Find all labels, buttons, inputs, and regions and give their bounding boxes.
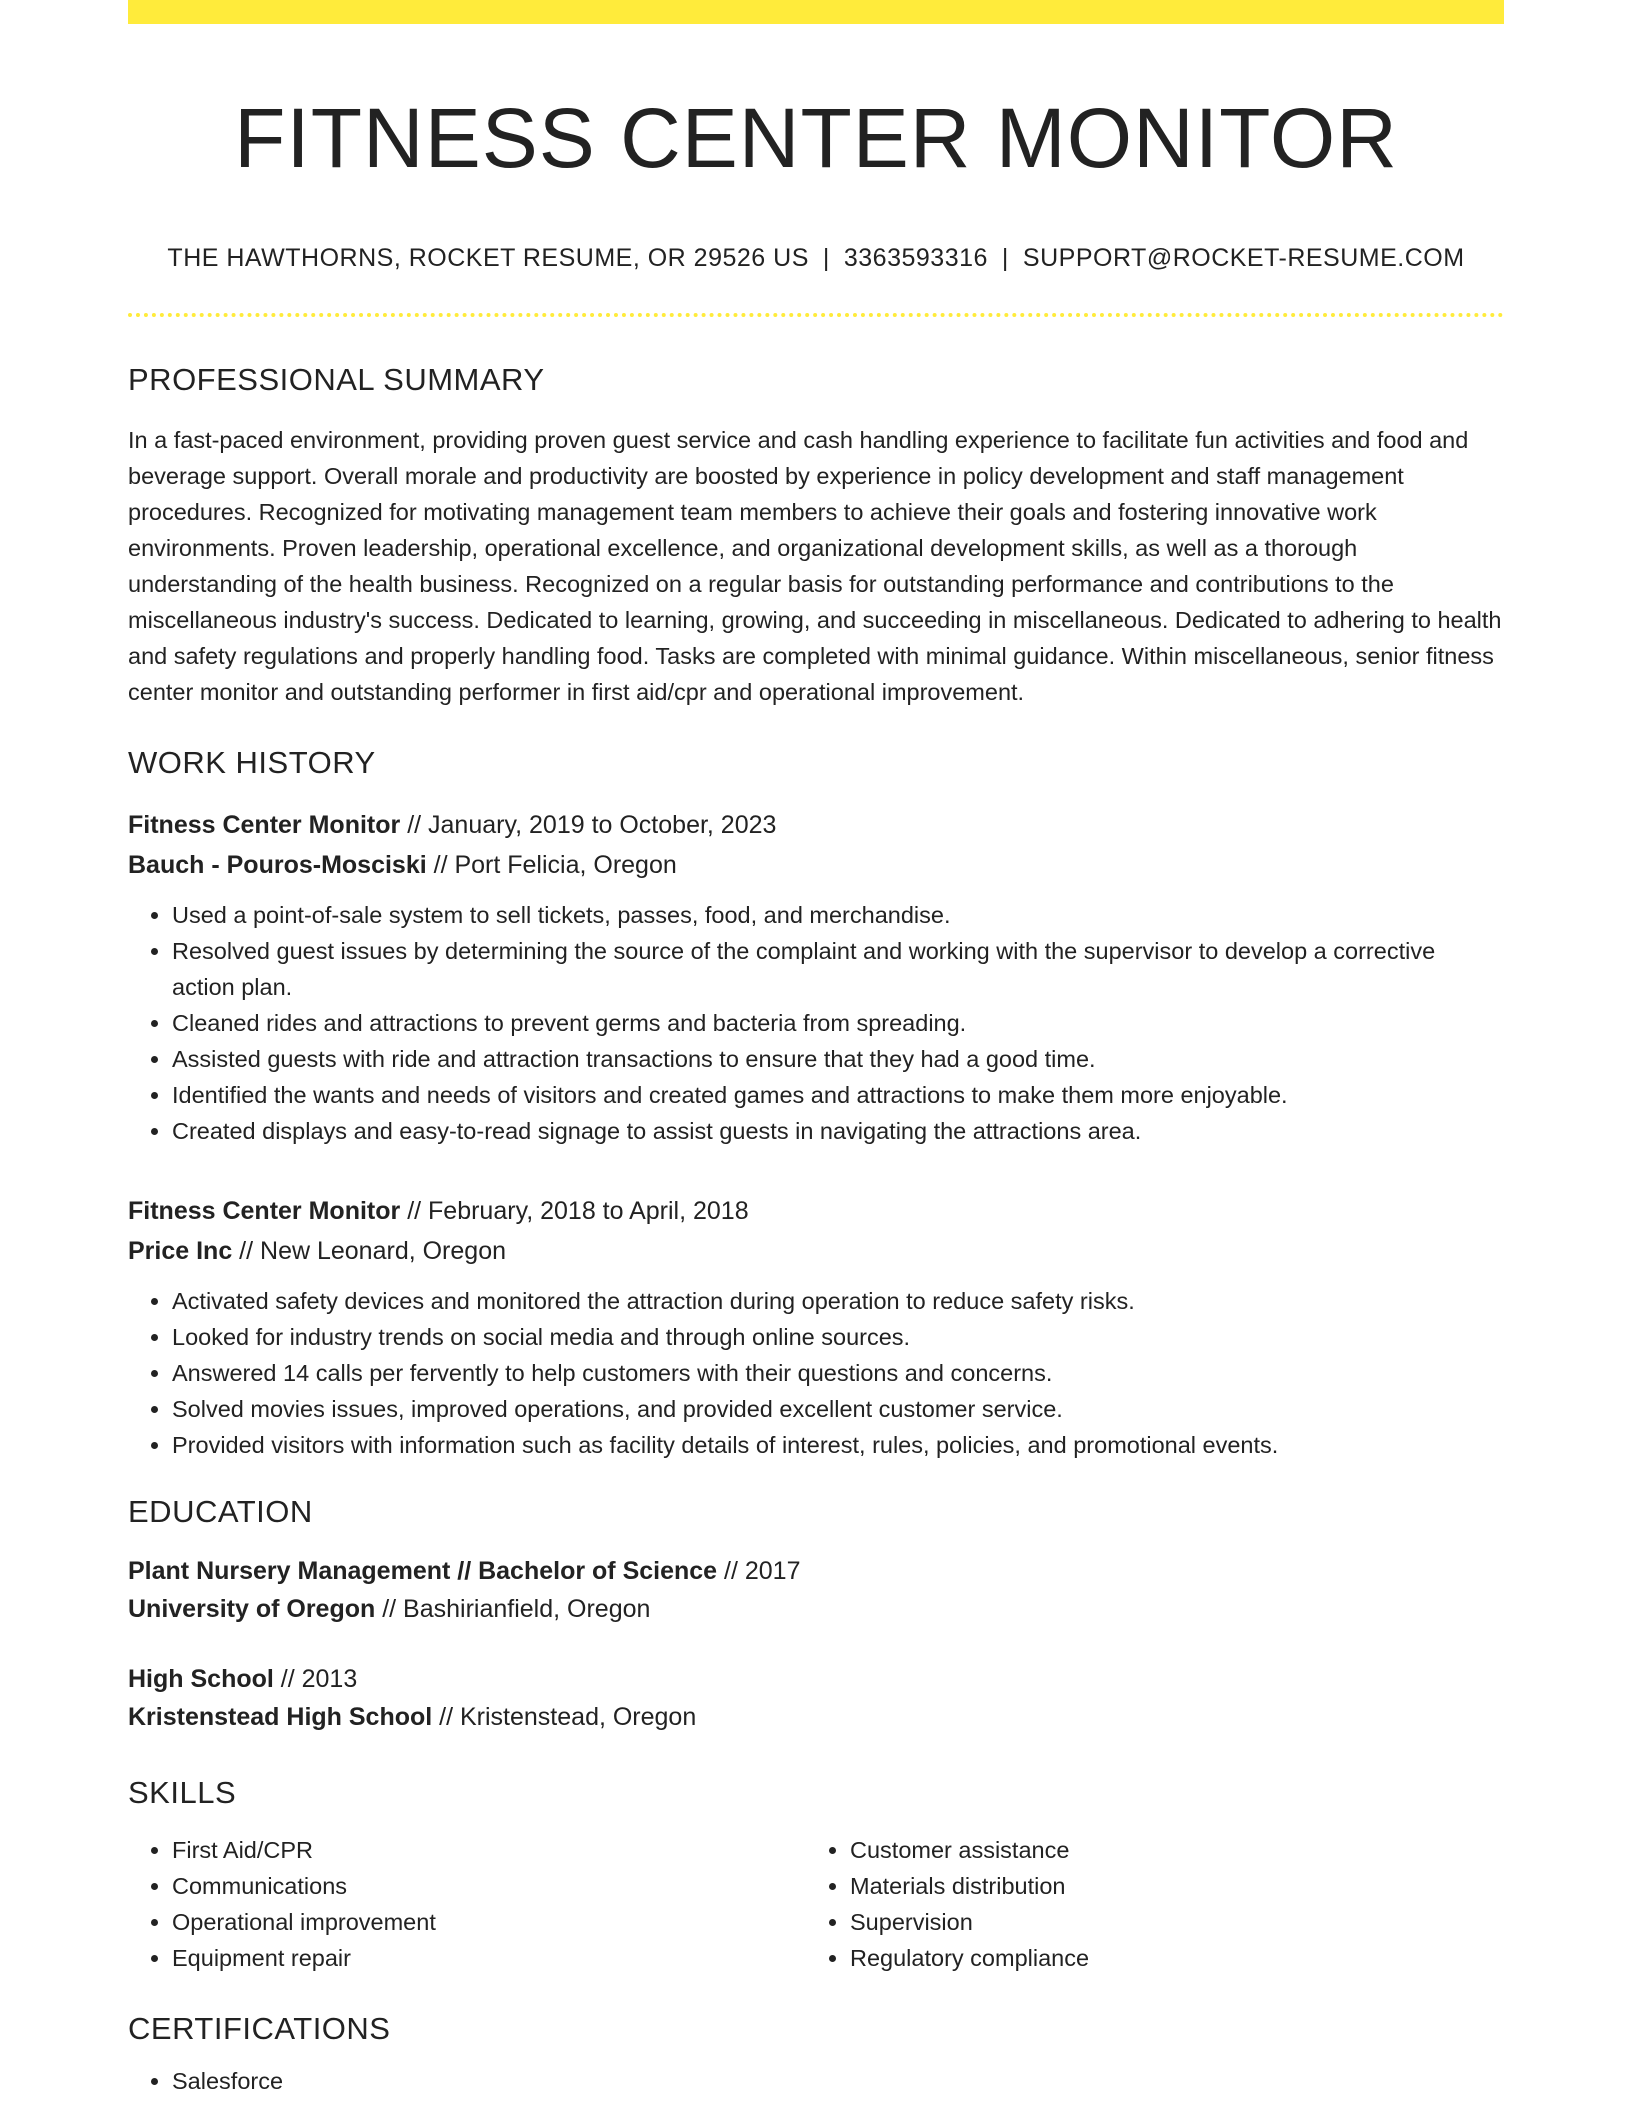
job-bullet: • Activated safety devices and monitored the attraction during operation to reduce safety risks.	[172, 1283, 1504, 1319]
education-year: // 2017	[717, 1557, 801, 1586]
job-bullet: • Provided visitors with information such as facility details of interest, rules, policies, and promotional events.	[172, 1427, 1504, 1463]
section-title-certifications: CERTIFICATIONS	[128, 2010, 391, 2046]
job-company-line	[128, 1231, 1504, 1271]
job-title-line	[128, 1191, 1504, 1231]
education-location: // Bashirianfield, Oregon	[375, 1595, 651, 1624]
job-company-line	[128, 845, 1504, 885]
education-degree-line	[128, 1660, 1504, 1698]
education-year: // 2013	[273, 1665, 358, 1694]
job-bullet: • Answered 14 calls per fervently to help customers with their questions and concerns.	[172, 1355, 1504, 1391]
skill-item: • Equipment repair	[172, 1940, 806, 1976]
certifications-list	[128, 2063, 1504, 2099]
education-school: Kristenstead High School	[128, 1703, 433, 1732]
job-entry	[128, 805, 1504, 1149]
contact-separator: |	[1001, 243, 1009, 272]
education-degree-line	[128, 1552, 1504, 1590]
job-entry	[128, 1191, 1504, 1463]
job-title-line	[128, 805, 1504, 845]
resume-page	[128, 0, 1504, 2099]
education-school-line	[128, 1698, 1504, 1736]
education-degree: High School	[128, 1665, 274, 1694]
job-bullet: • Solved movies issues, improved operations, and provided excellent customer service.	[172, 1391, 1504, 1427]
job-bullets	[128, 1283, 1504, 1463]
top-accent-bar	[128, 0, 1504, 24]
section-title-skills: SKILLS	[128, 1775, 237, 1811]
job-bullet: • Resolved guest issues by determining the source of the complaint and working with the supervisor to develop a corrective action plan.	[172, 933, 1504, 1005]
skill-item: • First Aid/CPR	[172, 1832, 806, 1868]
job-company: Price Inc	[128, 1237, 233, 1266]
job-role: Fitness Center Monitor	[128, 1197, 401, 1226]
job-dates: // January, 2019 to October, 2023	[400, 811, 777, 840]
job-location: // Port Felicia, Oregon	[426, 851, 677, 880]
job-role: Fitness Center Monitor	[128, 811, 401, 840]
skill-item: • Operational improvement	[172, 1904, 806, 1940]
section-title-work-history: WORK HISTORY	[128, 744, 376, 780]
section-title-summary: PROFESSIONAL SUMMARY	[128, 361, 545, 397]
job-bullets	[128, 897, 1504, 1149]
contact-line	[128, 243, 1504, 273]
job-bullet: • Cleaned rides and attractions to prevent germs and bacteria from spreading.	[172, 1005, 1504, 1041]
job-bullet: • Assisted guests with ride and attraction transactions to ensure that they had a good time.	[172, 1041, 1504, 1077]
education-degree: Plant Nursery Management // Bachelor of Science	[128, 1557, 718, 1586]
section-title-education: EDUCATION	[128, 1494, 313, 1530]
job-location: // New Leonard, Oregon	[232, 1237, 507, 1266]
job-bullet: • Created displays and easy-to-read signage to assist guests in navigating the attractions area.	[172, 1113, 1504, 1149]
skills-list	[128, 1832, 806, 1976]
job-company: Bauch - Pouros-Mosciski	[128, 851, 427, 880]
contact-address: THE HAWTHORNS, ROCKET RESUME, OR 29526 US	[167, 243, 809, 272]
contact-separator: |	[822, 243, 830, 272]
education-school: University of Oregon	[128, 1595, 376, 1624]
certification-item: • Salesforce	[172, 2063, 1504, 2099]
skill-item: • Communications	[172, 1868, 806, 1904]
education-location: // Kristenstead, Oregon	[432, 1703, 697, 1732]
skills-list	[806, 1832, 1484, 1976]
skill-item: • Customer assistance	[850, 1832, 1484, 1868]
dotted-divider	[128, 313, 1504, 317]
skill-item: • Regulatory compliance	[850, 1940, 1484, 1976]
skill-item: • Supervision	[850, 1904, 1484, 1940]
contact-phone: 3363593316	[843, 243, 988, 272]
summary-text: In a fast-paced environment, providing proven guest service and cash handling experience to facilitate fun activities and food and beverage support. Overall morale and productivity are boosted by experience in policy development and staff management procedures. Recognized for motivating management team members to achieve their goals and fostering innovative work environments. Proven leadership, operational excellence, and organizational development skills, as well as a thorough understanding of the health business. Recognized on a regular basis for outstanding performance and contributions to the miscellaneous industry's success. Dedicated to learning, growing, and succeeding in miscellaneous. Dedicated to adhering to health and safety regulations and properly handling food. Tasks are completed with minimal guidance. Within miscellaneous, senior fitness center monitor and outstanding performer in first aid/cpr and operational improvement.	[128, 426, 1502, 705]
skills-column-left	[128, 1832, 806, 1976]
skills-column-right	[806, 1832, 1484, 1976]
job-dates: // February, 2018 to April, 2018	[400, 1197, 749, 1226]
job-bullet: • Identified the wants and needs of visitors and created games and attractions to make them more enjoyable.	[172, 1077, 1504, 1113]
job-bullet: • Looked for industry trends on social media and through online sources.	[172, 1319, 1504, 1355]
education-entry	[128, 1660, 1504, 1736]
contact-email: SUPPORT@ROCKET-RESUME.COM	[1022, 243, 1465, 272]
education-entry	[128, 1552, 1504, 1628]
skills-grid	[128, 1832, 1504, 1976]
job-bullet: • Used a point-of-sale system to sell tickets, passes, food, and merchandise.	[172, 897, 1504, 933]
resume-name: FITNESS CENTER MONITOR	[234, 91, 1398, 185]
skill-item: • Materials distribution	[850, 1868, 1484, 1904]
education-school-line	[128, 1590, 1504, 1628]
